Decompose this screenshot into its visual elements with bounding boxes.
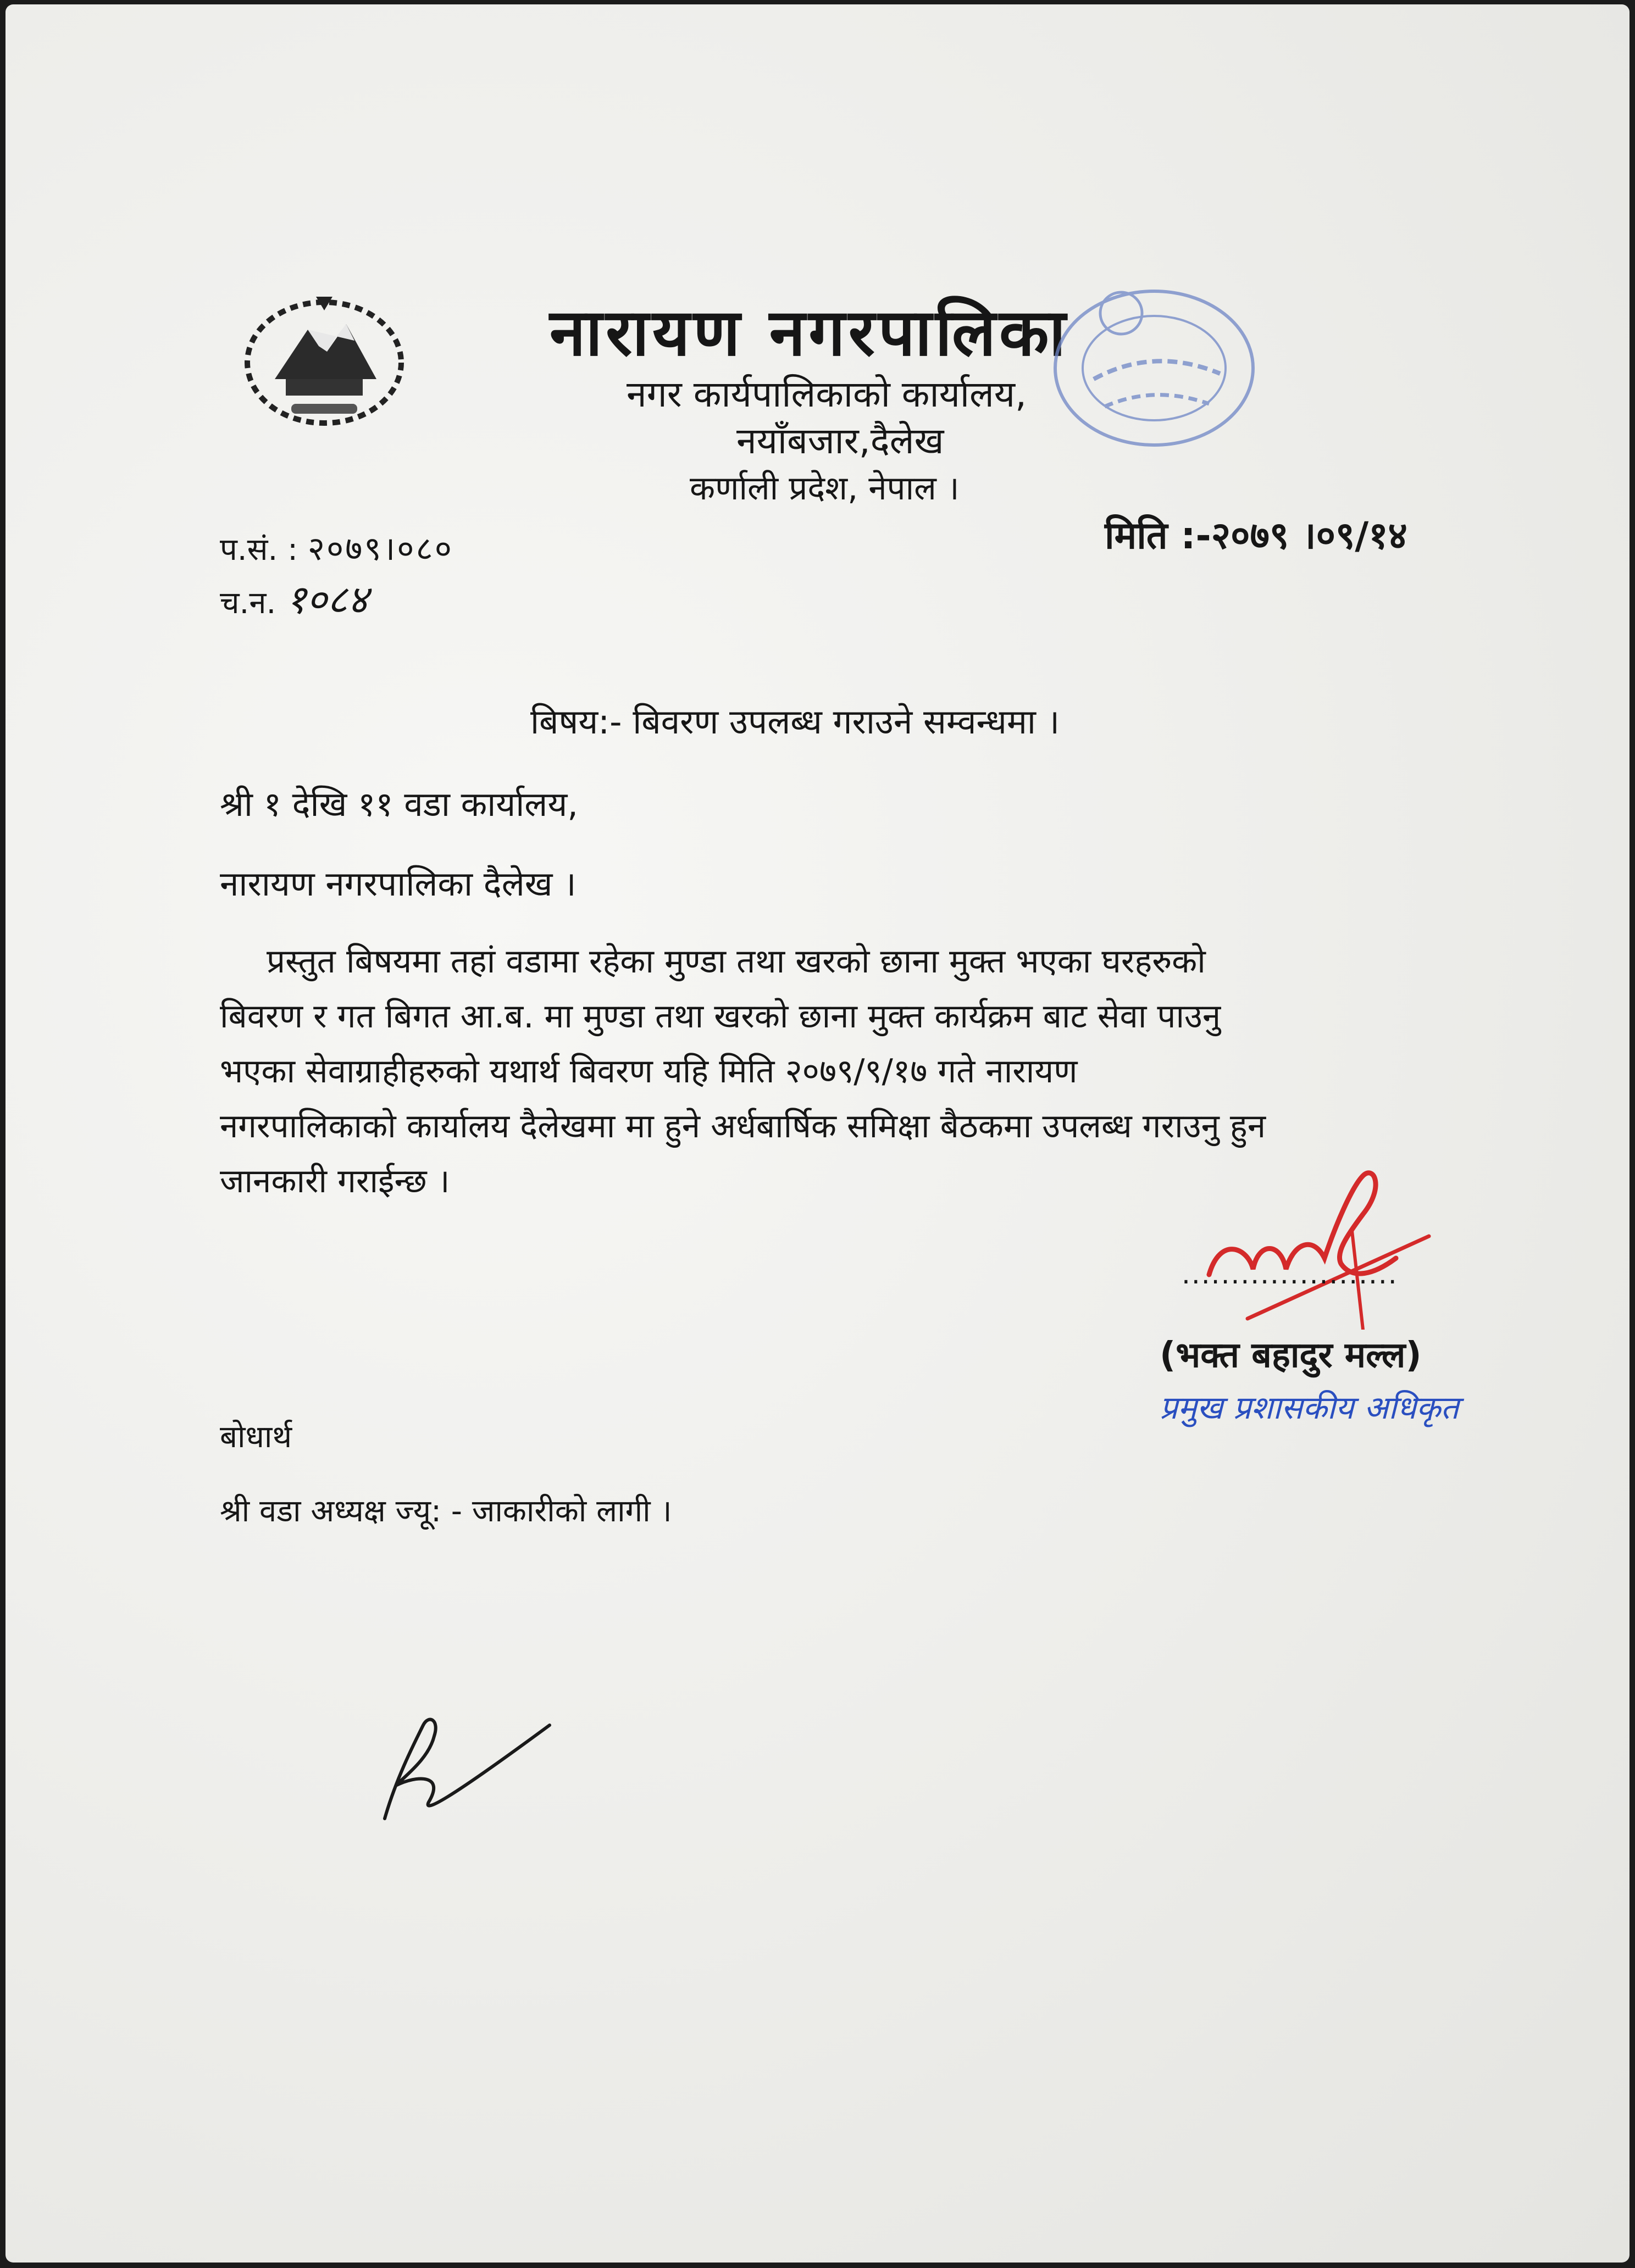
dispatch-number bbox=[220, 571, 368, 625]
officer-signature bbox=[1198, 1154, 1440, 1330]
recipient-line-1: श्री १ देखि ११ वडा कार्यालय, bbox=[220, 784, 579, 824]
signer-designation: प्रमुख प्रशासकीय अधिकृत bbox=[1160, 1389, 1459, 1426]
date-value: २०७९ ।०९/१४ bbox=[1211, 514, 1407, 558]
recipient-line-2: नारायण नगरपालिका दैलेख । bbox=[220, 864, 577, 904]
office-address: नयाँबजार,दैलेख bbox=[736, 420, 944, 462]
body-line: प्रस्तुत बिषयमा तहां वडामा रहेका मुण्डा तथा खरको छाना मुक्त भएका घरहरुको bbox=[267, 942, 1206, 981]
letter-subject: बिषय:- बिवरण उपलब्ध गराउने सम्वन्धमा । bbox=[530, 702, 1060, 742]
body-line: नगरपालिकाको कार्यालय दैलेखमा मा हुने अर्धबार्षिक समिक्षा बैठकमा उपलब्ध गराउनु हुन bbox=[220, 1107, 1266, 1146]
body-line: भएका सेवाग्राहीहरुको यथार्थ बिवरण यहि मिति २०७९/९/१७ गते नारायण bbox=[220, 1052, 1078, 1091]
dispatch-value: १०८४ bbox=[286, 576, 368, 622]
nepal-emblem-logo bbox=[236, 286, 412, 434]
ref-label: प.सं. : bbox=[220, 532, 298, 568]
office-name: नगर कार्यपालिकाको कार्यालय, bbox=[627, 373, 1027, 415]
ref-value: २०७९।०८० bbox=[307, 530, 453, 568]
municipality-title: नारायण नगरपालिका bbox=[550, 294, 1069, 370]
letter-date bbox=[1105, 508, 1407, 559]
office-seal-stamp bbox=[1044, 275, 1264, 456]
cc-label: बोधार्थ bbox=[220, 1419, 292, 1455]
province-country: कर्णाली प्रदेश, नेपाल । bbox=[690, 469, 960, 508]
body-line: जानकारी गराईन्छ । bbox=[220, 1162, 450, 1200]
initial-signature bbox=[363, 1692, 561, 1841]
date-label: मिति :- bbox=[1105, 514, 1211, 558]
reference-number bbox=[220, 525, 453, 570]
cc-recipient: श्री वडा अध्यक्ष ज्यू: - जाकारीको लागी । bbox=[220, 1493, 672, 1529]
body-line: बिवरण र गत बिगत आ.ब. मा मुण्डा तथा खरको छाना मुक्त कार्यक्रम बाट सेवा पाउनु bbox=[220, 997, 1221, 1036]
signer-name: (भक्त बहादुर मल्ल) bbox=[1160, 1335, 1422, 1376]
signature-line: ...................... bbox=[1182, 1258, 1398, 1290]
dispatch-label: च.न. bbox=[220, 585, 276, 621]
